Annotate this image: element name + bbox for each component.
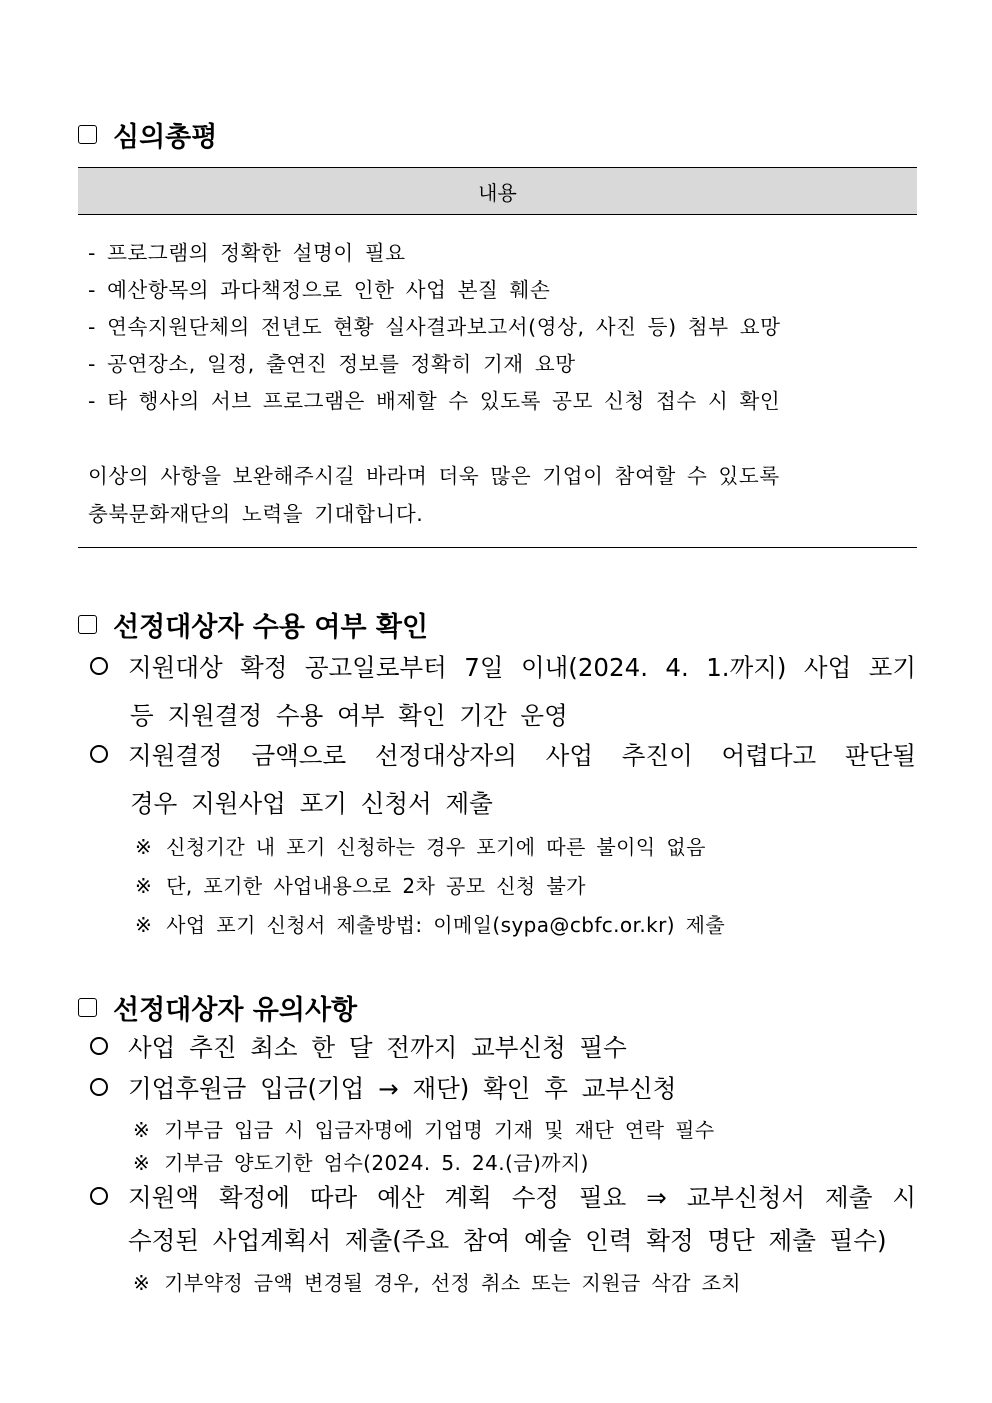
list-item [90, 1067, 916, 1111]
note-line: ※ 기부금 양도기한 엄수(2024. 5. 24.(금)까지) [133, 1151, 589, 1175]
list-item [90, 646, 916, 690]
circle-bullet-icon [90, 1078, 108, 1096]
circle-bullet-icon [90, 657, 108, 675]
list-item [90, 1176, 916, 1220]
reference-mark-icon: ※ [135, 874, 153, 898]
closing-line: 충북문화재단의 노력을 기대합니다. [88, 502, 424, 526]
note-line: ※ 신청기간 내 포기 신청하는 경우 포기에 따른 불이익 없음 [135, 835, 706, 859]
note-line: ※ 단, 포기한 사업내용으로 2차 공모 신청 불가 [135, 874, 586, 898]
section-heading-review [78, 115, 217, 154]
table-bottom-rule [78, 547, 917, 548]
item-text: 사업 추진 최소 한 달 전까지 교부신청 필수 [128, 1033, 627, 1062]
note-line: ※ 기부금 입금 시 입금자명에 기업명 기재 및 재단 연락 필수 [133, 1118, 715, 1142]
item-text-continued: 등 지원결정 수용 여부 확인 기간 운영 [130, 701, 568, 730]
review-line: - 예산항목의 과다책정으로 인한 사업 본질 훼손 [88, 278, 551, 302]
item-text-continued: 수정된 사업계획서 제출(주요 참여 예술 인력 확정 명단 제출 필수) [128, 1226, 887, 1255]
note-line: ※ 기부약정 금액 변경될 경우, 선정 취소 또는 지원금 삭감 조치 [133, 1271, 742, 1295]
reference-mark-icon: ※ [135, 913, 153, 937]
review-line: - 공연장소, 일정, 출연진 정보를 정확히 기재 요망 [88, 352, 576, 376]
note-line: ※ 사업 포기 신청서 제출방법: 이메일(sypa@cbfc.or.kr) 제출 [135, 913, 726, 937]
circle-bullet-icon [90, 1187, 108, 1205]
item-text: 지원결정 금액으로 선정대상자의 사업 추진이 어렵다고 판단될 [128, 741, 916, 770]
reference-mark-icon: ※ [133, 1118, 151, 1142]
section-heading-notices [78, 988, 357, 1027]
circle-bullet-icon [90, 1037, 108, 1055]
reference-mark-icon: ※ [133, 1151, 151, 1175]
reference-mark-icon: ※ [135, 835, 153, 859]
review-table [78, 167, 917, 215]
section-title: 선정대상자 유의사항 [113, 995, 358, 1026]
checkbox-square-icon [78, 125, 97, 144]
checkbox-square-icon [78, 998, 97, 1017]
section-heading-acceptance [78, 605, 428, 644]
item-text: 지원액 확정에 따라 예산 계획 수정 필요 ⇒ 교부신청서 제출 시 [128, 1183, 916, 1212]
table-header: 내용 [78, 167, 917, 215]
item-text: 지원대상 확정 공고일로부터 7일 이내(2024. 4. 1.까지) 사업 포기 [128, 653, 916, 682]
item-text: 기업후원금 입금(기업 → 재단) 확인 후 교부신청 [128, 1074, 677, 1103]
section-title: 선정대상자 수용 여부 확인 [113, 612, 429, 643]
reference-mark-icon: ※ [133, 1271, 151, 1295]
review-line: - 연속지원단체의 전년도 현황 실사결과보고서(영상, 사진 등) 첨부 요망 [88, 315, 781, 339]
section-title: 심의총평 [113, 122, 218, 153]
checkbox-square-icon [78, 615, 97, 634]
circle-bullet-icon [90, 745, 108, 763]
review-line: - 프로그램의 정확한 설명이 필요 [88, 241, 406, 265]
list-item [90, 734, 916, 778]
list-item [90, 1026, 916, 1070]
closing-line: 이상의 사항을 보완해주시길 바라며 더욱 많은 기업이 참여할 수 있도록 [88, 464, 780, 488]
item-text-continued: 경우 지원사업 포기 신청서 제출 [130, 789, 493, 818]
review-line: - 타 행사의 서브 프로그램은 배제할 수 있도록 공모 신청 접수 시 확인 [88, 389, 781, 413]
